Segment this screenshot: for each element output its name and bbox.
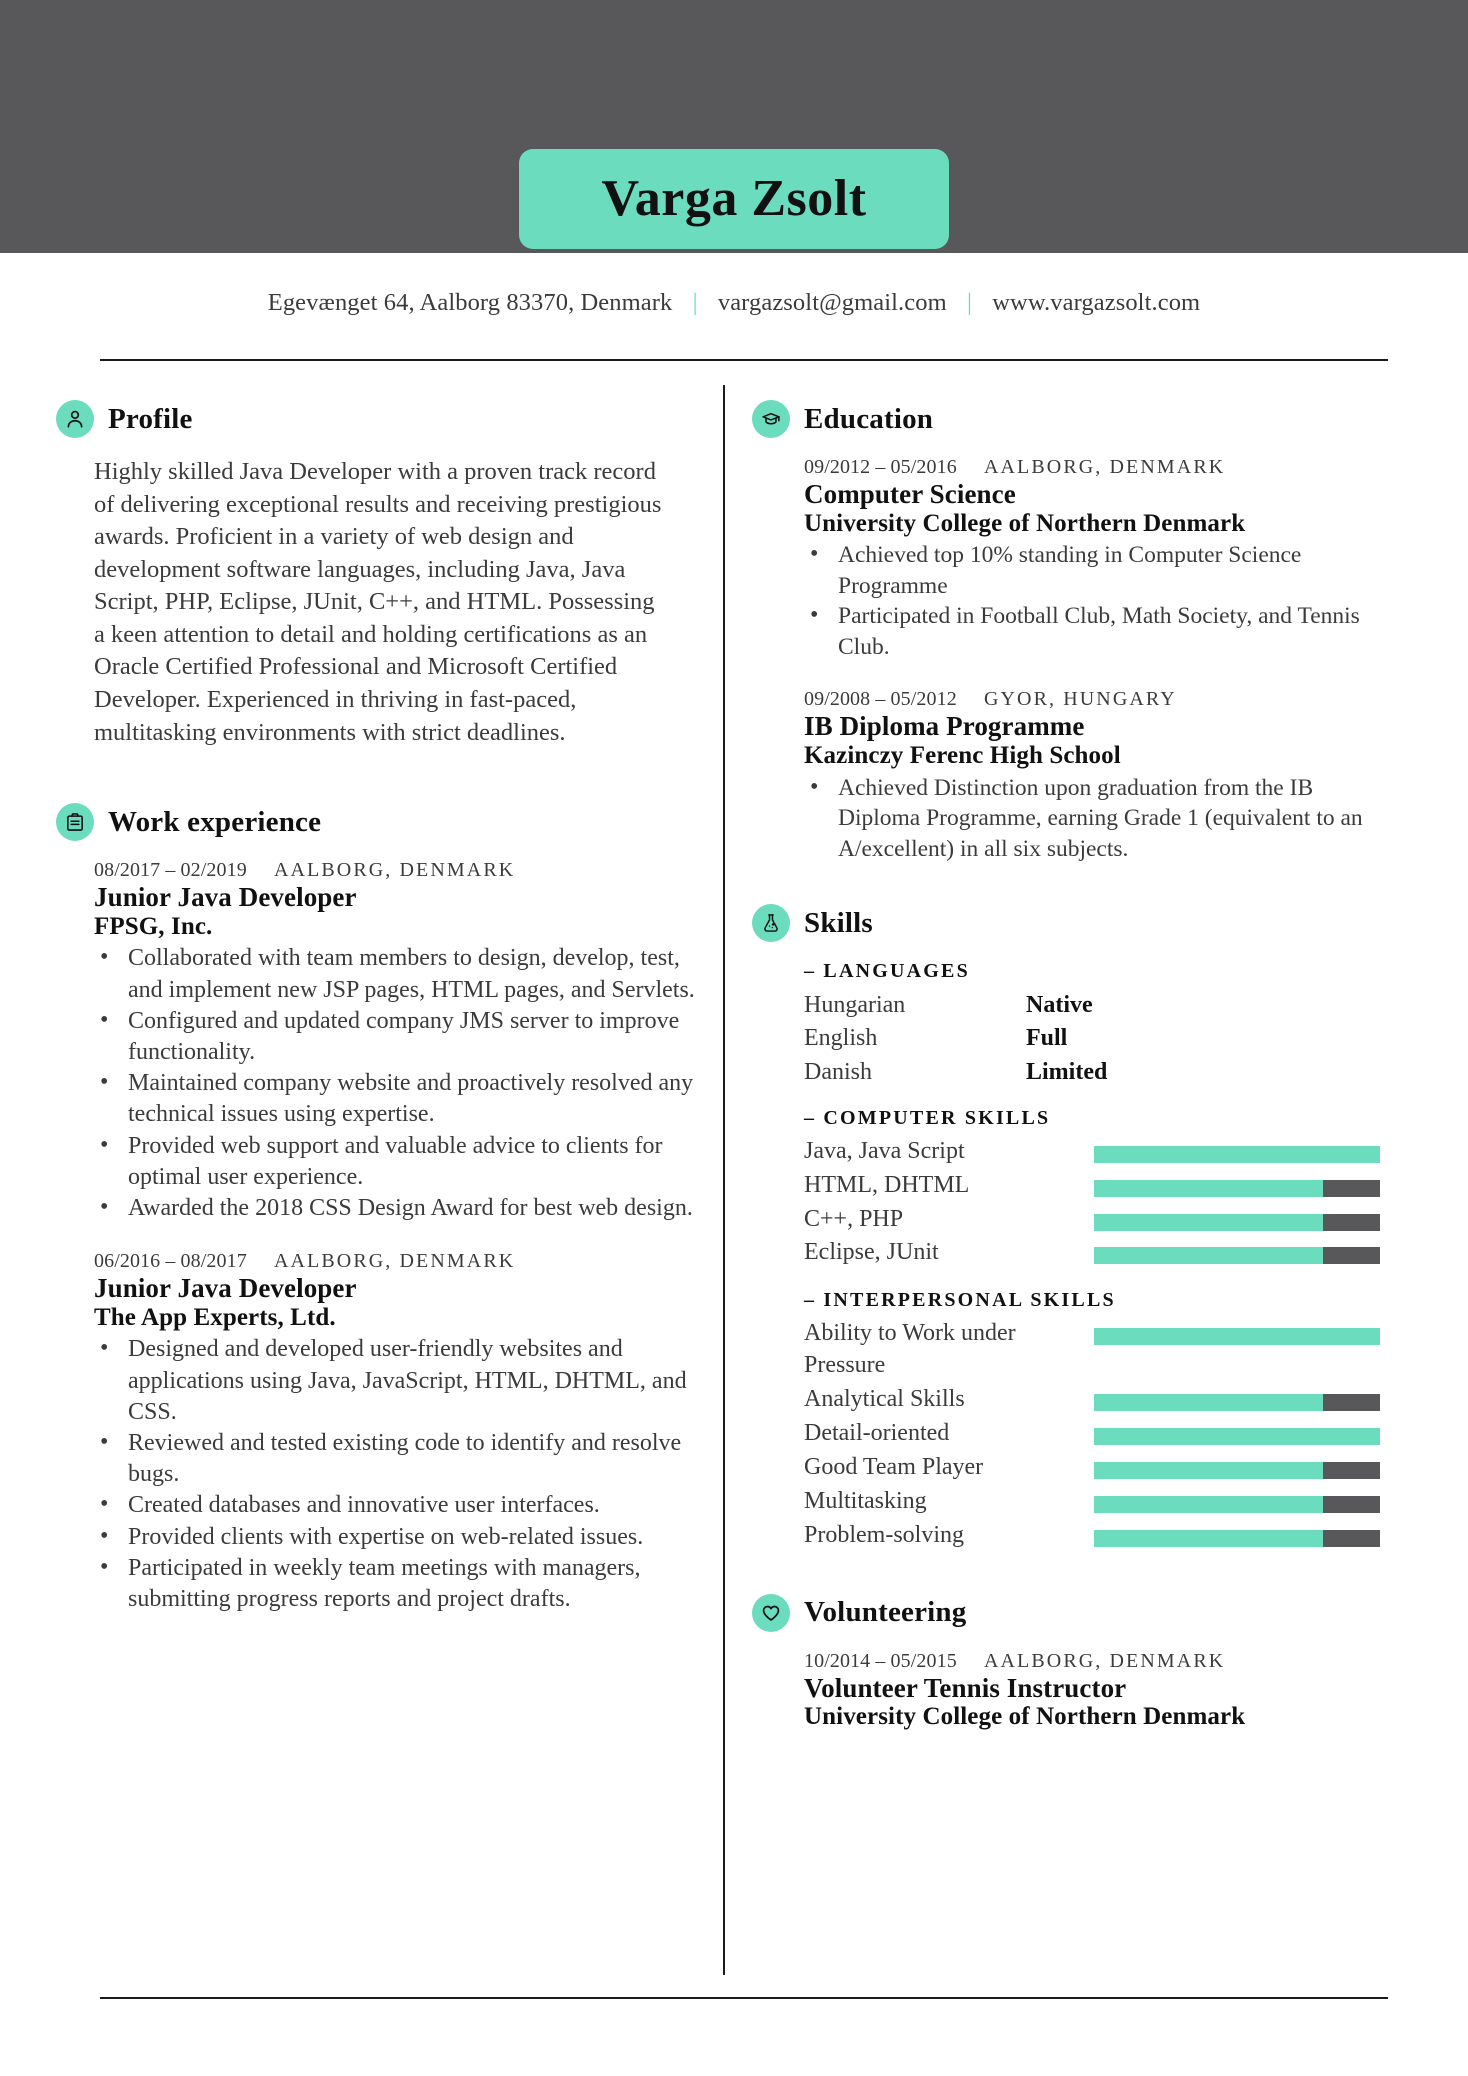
list-item: • Created databases and innovative user interfaces. xyxy=(94,1490,706,1521)
top-divider xyxy=(100,359,1388,361)
graduation-cap-icon xyxy=(752,400,790,438)
left-column xyxy=(56,400,706,1615)
briefcase-icon xyxy=(56,803,94,841)
work-bullets xyxy=(94,1334,706,1615)
skill-row xyxy=(804,1384,1392,1416)
spacer xyxy=(56,1224,706,1250)
work-entry xyxy=(94,859,706,1224)
section-header-work xyxy=(56,803,706,841)
section-title-skills: Skills xyxy=(804,906,873,939)
spacer xyxy=(752,1554,1392,1594)
skill-label: Analytical Skills xyxy=(804,1386,965,1413)
skill-bar-fill xyxy=(1094,1496,1323,1513)
work-org: FPSG, Inc. xyxy=(94,912,213,940)
skill-row xyxy=(804,1486,1392,1518)
skill-label: Eclipse, JUnit xyxy=(804,1239,939,1266)
education-dates: 09/2012 – 05/2016 xyxy=(804,456,957,478)
section-title-work: Work experience xyxy=(108,805,322,838)
skills-subhead-computer: – COMPUTER SKILLS xyxy=(804,1106,1051,1129)
education-school: Kazinczy Ferenc High School xyxy=(804,742,1121,770)
list-item: • Achieved Distinction upon graduation from the IB Diploma Programme, earning Grade 1 (equivalent to an A/excellent) in all six subjects. xyxy=(804,773,1392,865)
work-entry xyxy=(94,1250,706,1615)
skill-bar xyxy=(1094,1180,1380,1197)
section-education xyxy=(752,400,1392,864)
volunteering-entry xyxy=(804,1650,1392,1732)
skill-bar xyxy=(1094,1428,1380,1445)
contact-email[interactable]: vargazsolt@gmail.com xyxy=(717,289,947,316)
language-level: Full xyxy=(1026,1025,1068,1052)
volunteering-meta xyxy=(804,1650,1392,1673)
work-role: Junior Java Developer xyxy=(94,882,357,913)
right-column xyxy=(752,400,1392,1732)
flask-icon xyxy=(752,904,790,942)
heart-icon xyxy=(752,1594,790,1632)
skill-bar-fill xyxy=(1094,1394,1323,1411)
list-item: • Awarded the 2018 CSS Design Award for best web design. xyxy=(94,1193,706,1224)
list-item: • Participated in weekly team meetings with managers, submitting progress reports and project drafts. xyxy=(94,1553,706,1615)
education-meta xyxy=(804,688,1392,711)
spacer xyxy=(804,1089,1392,1103)
list-item: • Configured and updated company JMS server to improve functionality. xyxy=(94,1006,706,1068)
work-dates: 06/2016 – 08/2017 xyxy=(94,1250,247,1273)
contact-website[interactable]: www.vargazsolt.com xyxy=(992,289,1201,316)
section-header-skills xyxy=(752,904,1392,942)
page-title: Varga Zsolt xyxy=(601,170,867,227)
skill-label: HTML, DHTML xyxy=(804,1171,970,1198)
skill-bar xyxy=(1094,1394,1380,1411)
section-header-education xyxy=(752,400,1392,438)
skill-bar-fill xyxy=(1094,1530,1323,1547)
list-item: • Designed and developed user-friendly websites and applications using Java, JavaScript, HTML, DHTML, and CSS. xyxy=(94,1334,706,1428)
education-entry xyxy=(804,456,1392,662)
section-profile xyxy=(56,400,706,749)
skill-row xyxy=(804,1318,1392,1382)
skill-row xyxy=(804,1237,1392,1269)
education-degree: IB Diploma Programme xyxy=(804,711,1085,742)
work-bullets xyxy=(94,943,706,1224)
contact-address: Egevænget 64, Aalborg 83370, Denmark xyxy=(267,289,673,316)
spacer xyxy=(56,749,706,803)
skill-label: Multitasking xyxy=(804,1487,927,1514)
work-location: AALBORG, DENMARK xyxy=(273,1250,516,1273)
skill-bar xyxy=(1094,1146,1380,1163)
language-row xyxy=(804,1022,1392,1055)
skill-label: C++, PHP xyxy=(804,1205,904,1232)
bottom-divider xyxy=(100,1997,1388,1999)
education-entry xyxy=(804,688,1392,864)
skill-bar xyxy=(1094,1496,1380,1513)
skill-label: Good Team Player xyxy=(804,1453,984,1480)
skill-label: Java, Java Script xyxy=(804,1137,965,1164)
skill-row xyxy=(804,1520,1392,1552)
section-volunteering xyxy=(752,1594,1392,1732)
section-title-education: Education xyxy=(804,402,934,435)
skill-bar xyxy=(1094,1214,1380,1231)
list-item: • Maintained company website and proactively resolved any technical issues using expertise. xyxy=(94,1068,706,1130)
spacer xyxy=(804,1271,1392,1285)
education-location: AALBORG, DENMARK xyxy=(983,456,1226,478)
language-row xyxy=(804,1056,1392,1089)
list-item: • Reviewed and tested existing code to identify and resolve bugs. xyxy=(94,1428,706,1490)
education-location: GYOR, HUNGARY xyxy=(983,688,1177,711)
work-location: AALBORG, DENMARK xyxy=(273,859,516,882)
section-header-volunteering xyxy=(752,1594,1392,1632)
language-level: Limited xyxy=(1026,1058,1108,1085)
skill-row xyxy=(804,1452,1392,1484)
education-degree: Computer Science xyxy=(804,479,1016,509)
skill-row xyxy=(804,1170,1392,1202)
education-bullets xyxy=(804,773,1392,865)
work-meta xyxy=(94,859,706,882)
education-meta xyxy=(804,456,1392,479)
skill-bar-fill xyxy=(1094,1328,1380,1345)
skill-bar-fill xyxy=(1094,1462,1323,1479)
skills-subhead-interpersonal: – INTERPERSONAL SKILLS xyxy=(804,1289,1116,1312)
contact-separator-2: | xyxy=(967,289,973,316)
section-header-profile xyxy=(56,400,706,438)
skill-label: Ability to Work under Pressure xyxy=(804,1320,1016,1379)
contact-separator-1: | xyxy=(692,289,698,316)
education-bullets xyxy=(804,540,1392,662)
education-school: University College of Northern Denmark xyxy=(804,509,1246,537)
name-plate xyxy=(519,149,949,249)
section-title-profile: Profile xyxy=(108,402,193,435)
volunteering-role: Volunteer Tennis Instructor xyxy=(804,1672,1127,1703)
list-item: • Collaborated with team members to design, develop, test, and implement new JSP pages, HTML pages, and Servlets. xyxy=(94,943,706,1005)
skill-bar xyxy=(1094,1328,1380,1345)
section-skills xyxy=(752,904,1392,1551)
volunteering-location: AALBORG, DENMARK xyxy=(983,1649,1226,1672)
language-name: Hungarian xyxy=(804,992,906,1019)
skill-bar xyxy=(1094,1247,1380,1264)
skill-row xyxy=(804,1204,1392,1236)
skill-bar-fill xyxy=(1094,1180,1323,1197)
work-dates: 08/2017 – 02/2019 xyxy=(94,859,247,882)
work-role: Junior Java Developer xyxy=(94,1273,357,1304)
language-name: English xyxy=(804,1025,878,1052)
language-level: Native xyxy=(1026,992,1093,1019)
skill-bar-fill xyxy=(1094,1428,1380,1445)
volunteering-dates: 10/2014 – 05/2015 xyxy=(804,1649,957,1672)
skill-bar-fill xyxy=(1094,1146,1380,1163)
person-icon xyxy=(56,400,94,438)
spacer xyxy=(752,864,1392,904)
language-row xyxy=(804,989,1392,1022)
skill-bar-fill xyxy=(1094,1214,1323,1231)
skill-label: Detail-oriented xyxy=(804,1420,950,1447)
spacer xyxy=(752,662,1392,688)
work-meta xyxy=(94,1250,706,1273)
language-name: Danish xyxy=(804,1058,872,1085)
list-item: • Provided web support and valuable advice to clients for optimal user experience. xyxy=(94,1131,706,1193)
skill-bar xyxy=(1094,1530,1380,1547)
section-work-experience xyxy=(56,803,706,1615)
column-divider xyxy=(723,385,725,1975)
skill-row xyxy=(804,1136,1392,1168)
volunteering-org: University College of Northern Denmark xyxy=(804,1703,1246,1731)
skills-body xyxy=(804,960,1392,1551)
skills-subhead-languages: – LANGUAGES xyxy=(804,960,970,983)
work-org: The App Experts, Ltd. xyxy=(94,1303,336,1331)
list-item: • Achieved top 10% standing in Computer Science Programme xyxy=(804,540,1392,601)
education-dates: 09/2008 – 05/2012 xyxy=(804,688,957,711)
list-item: • Provided clients with expertise on web-related issues. xyxy=(94,1522,706,1553)
section-title-volunteering: Volunteering xyxy=(804,1596,967,1629)
skill-bar-fill xyxy=(1094,1247,1323,1264)
contact-line xyxy=(0,289,1468,317)
skill-bar xyxy=(1094,1462,1380,1479)
profile-text: Highly skilled Java Developer with a proven track record of delivering exceptional results and receiving prestigious awards. Proficient in a variety of web design and development software languages, including Java, Java Script, PHP, Eclipse, JUnit, C++, and HTML. Possessing a keen attention to detail and holding certifications as an Oracle Certified Professional and Microsoft Certified Developer. Experienced in thriving in fast-paced, multitasking environments with strict deadlines. xyxy=(94,458,662,746)
list-item: • Participated in Football Club, Math Society, and Tennis Club. xyxy=(804,601,1392,662)
skill-label: Problem-solving xyxy=(804,1521,964,1548)
skill-row xyxy=(804,1418,1392,1450)
